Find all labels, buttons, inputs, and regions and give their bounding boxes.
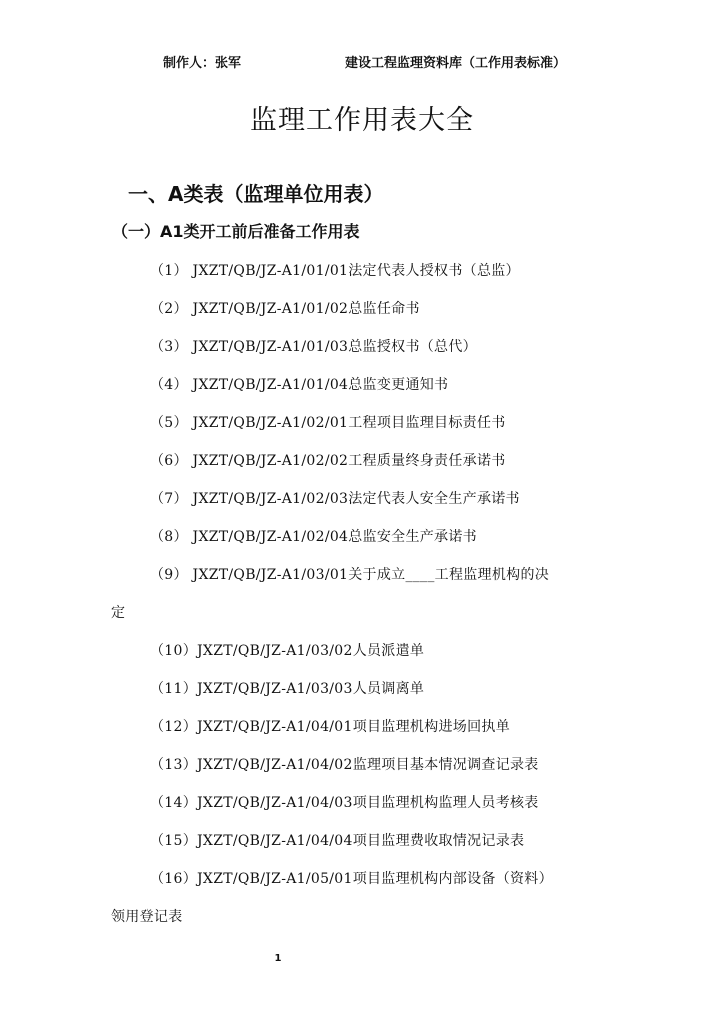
- document-title: 监理工作用表大全: [250, 105, 474, 136]
- list-item: （6） JXZT/QB/JZ-A1/02/02工程质量终身责任承诺书: [150, 453, 506, 469]
- header-author: 制作人：张军: [163, 56, 242, 71]
- page-number: 1: [274, 953, 282, 964]
- list-item: （11）JXZT/QB/JZ-A1/03/03人员调离单: [150, 681, 425, 697]
- list-item: （8） JXZT/QB/JZ-A1/02/04总监安全生产承诺书: [150, 529, 477, 545]
- list-item: （10）JXZT/QB/JZ-A1/03/02人员派遣单: [150, 643, 425, 659]
- list-item-continuation: 定: [111, 605, 126, 621]
- page-header: [0, 52, 724, 72]
- header-library-title: 建设工程监理资料库（工作用表标准）: [345, 56, 567, 71]
- list-item: （5） JXZT/QB/JZ-A1/02/01工程项目监理目标责任书: [150, 415, 506, 431]
- list-item: （1） JXZT/QB/JZ-A1/01/01法定代表人授权书（总监）: [150, 263, 520, 279]
- list-item: （4） JXZT/QB/JZ-A1/01/04总监变更通知书: [150, 377, 449, 393]
- list-item: （7） JXZT/QB/JZ-A1/02/03法定代表人安全生产承诺书: [150, 491, 520, 507]
- list-item: （9） JXZT/QB/JZ-A1/03/01关于成立____工程监理机构的决: [150, 567, 550, 583]
- section-heading: 一、A类表（监理单位用表）: [128, 182, 384, 206]
- list-item: （13）JXZT/QB/JZ-A1/04/02监理项目基本情况调查记录表: [150, 757, 539, 773]
- list-item: （14）JXZT/QB/JZ-A1/04/03项目监理机构监理人员考核表: [150, 795, 539, 811]
- list-item-continuation: 领用登记表: [111, 909, 183, 925]
- list-item: （12）JXZT/QB/JZ-A1/04/01项目监理机构进场回执单: [150, 719, 511, 735]
- list-item: （2） JXZT/QB/JZ-A1/01/02总监任命书: [150, 301, 420, 317]
- subsection-heading: （一）A1类开工前后准备工作用表: [112, 222, 360, 241]
- list-item: （3） JXZT/QB/JZ-A1/01/03总监授权书（总代）: [150, 339, 477, 355]
- list-item: （15）JXZT/QB/JZ-A1/04/04项目监理费收取情况记录表: [150, 833, 525, 849]
- list-item: （16）JXZT/QB/JZ-A1/05/01项目监理机构内部设备（资料）: [150, 871, 553, 887]
